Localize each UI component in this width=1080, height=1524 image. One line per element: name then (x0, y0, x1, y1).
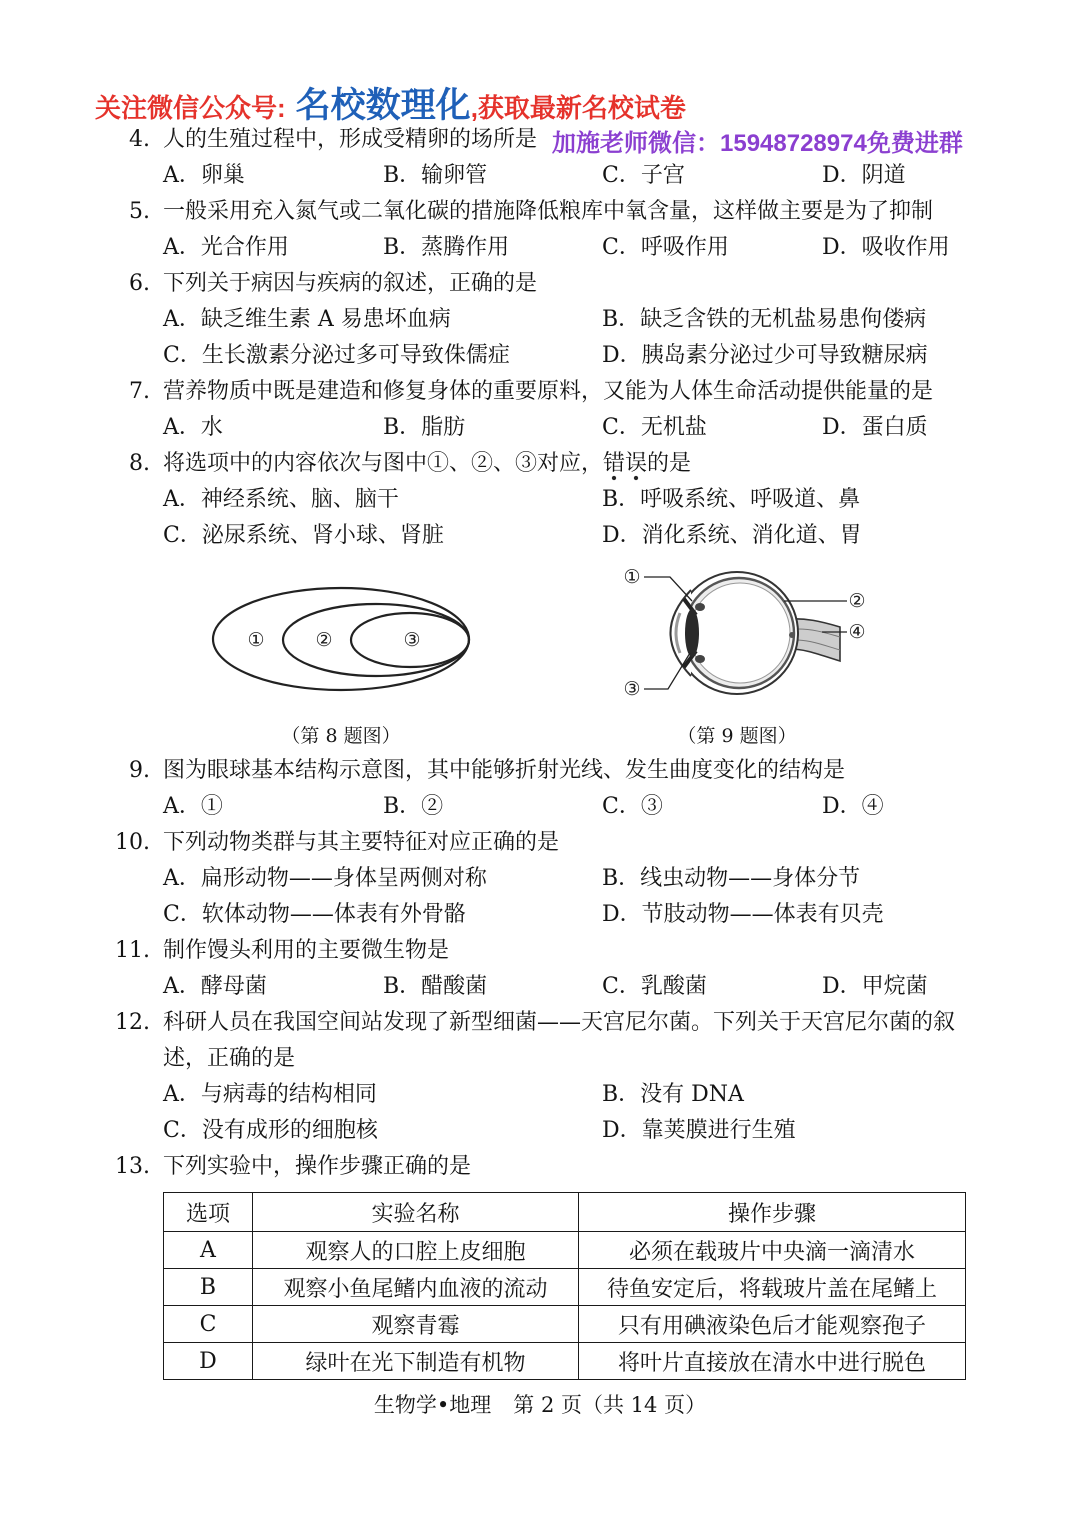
question-number: 4. (129, 127, 150, 152)
question-number: 12. (115, 1010, 150, 1035)
promo-teacher-contact: 加施老师微信：15948728974免费进群 (552, 130, 963, 157)
table-header-cell: 选项 (164, 1193, 253, 1232)
option-c: C．软体动物——体表有外骨骼 (163, 902, 466, 927)
table-cell-experiment: 绿叶在光下制造有机物 (253, 1343, 579, 1380)
option-d: D．节肢动物——体表有贝壳 (602, 902, 884, 927)
option-a: A．光合作用 (163, 235, 289, 260)
question-5 (0, 194, 1080, 230)
question-12-options-cd (0, 1113, 1080, 1149)
option-b: B．脂肪 (383, 415, 466, 440)
question-stem: 一般采用充入氮气或二氧化碳的措施降低粮库中氧含量，这样做主要是为了抑制 (163, 199, 934, 224)
option-b: B．蒸腾作用 (383, 235, 510, 260)
question-6-options-ab (0, 302, 1080, 338)
question-12 (0, 1005, 1080, 1041)
option-d: D．蛋白质 (822, 415, 928, 440)
question-8 (0, 446, 1080, 482)
promo-account-name: 名校数理化 (295, 86, 471, 125)
retina (690, 583, 790, 683)
question-11 (0, 933, 1080, 969)
experiment-table (163, 1192, 966, 1380)
question-11-options (0, 969, 1080, 1005)
question-10 (0, 825, 1080, 861)
fig9-label-3: ③ (623, 678, 641, 700)
option-b: B．没有 DNA (602, 1082, 744, 1107)
question-12-options-ab (0, 1077, 1080, 1113)
option-a: A．酵母菌 (163, 974, 267, 999)
fig9-label-4: ④ (848, 621, 866, 643)
footer-subject: 生物学•地理 (373, 1393, 492, 1417)
ciliary-body (695, 603, 705, 611)
option-c: C．生长激素分泌过多可导致侏儒症 (163, 343, 510, 368)
question-number: 8. (129, 451, 150, 476)
option-c: C．没有成形的细胞核 (163, 1118, 378, 1143)
question-13 (0, 1149, 1080, 1185)
lens (685, 609, 699, 657)
question-stem: 下列关于病因与疾病的叙述，正确的是 (163, 271, 538, 296)
option-d: D．靠荚膜进行生殖 (602, 1118, 796, 1143)
option-b: B．缺乏含铁的无机盐易患佝偻病 (602, 307, 927, 332)
option-c: C．无机盐 (602, 415, 707, 440)
promo-suffix-text: ,获取最新名校试卷 (470, 93, 686, 123)
question-7 (0, 374, 1080, 410)
question-number: 7. (129, 379, 150, 404)
table-header-cell: 操作步骤 (579, 1193, 966, 1232)
fig8-label-3: ③ (403, 629, 421, 651)
question-stem-line-1: 科研人员在我国空间站发现了新型细菌——天宫尼尔菌。下列关于天宫尼尔菌的叙 (163, 1010, 956, 1035)
fig9-label-1: ① (623, 566, 641, 588)
option-d: D．消化系统、消化道、胃 (602, 523, 862, 548)
question-number: 13. (115, 1154, 150, 1179)
option-a: A．与病毒的结构相同 (163, 1082, 377, 1107)
table-cell-step: 将叶片直接放在清水中进行脱色 (579, 1343, 966, 1380)
question-number: 10. (115, 830, 150, 855)
table-cell-option: D (164, 1343, 253, 1380)
fig9-label-2: ② (848, 590, 866, 612)
option-b: B．输卵管 (383, 163, 488, 188)
table-cell-step: 待鱼安定后，将载玻片盖在尾鳍上 (579, 1269, 966, 1306)
figure-9-eye-diagram (671, 572, 841, 694)
option-b: B．② (383, 794, 444, 819)
option-d: D．④ (822, 794, 884, 819)
fig9-caption: （第 9 题图） (677, 725, 797, 747)
stem-emphasis: 错误 (603, 446, 647, 482)
option-a: A．扁形动物——身体呈两侧对称 (163, 866, 487, 891)
option-d: D．吸收作用 (822, 235, 950, 260)
question-6-options-cd (0, 338, 1080, 374)
option-a: A．缺乏维生素 A 易患坏血病 (163, 307, 451, 332)
option-a: A．卵巢 (163, 163, 245, 188)
question-7-options (0, 410, 1080, 446)
table-cell-experiment: 观察人的口腔上皮细胞 (253, 1232, 579, 1269)
ciliary-body (695, 655, 705, 663)
question-stem (163, 446, 691, 482)
question-stem: 下列实验中，操作步骤正确的是 (163, 1154, 472, 1179)
question-stem: 制作馒头利用的主要微生物是 (163, 938, 450, 963)
question-stem: 下列动物类群与其主要特征对应正确的是 (163, 830, 560, 855)
table-cell-step: 只有用碘液染色后才能观察孢子 (579, 1306, 966, 1343)
option-c: C．子宫 (602, 163, 685, 188)
question-9 (0, 753, 1080, 789)
question-9-options (0, 789, 1080, 825)
table-header-row (164, 1193, 966, 1232)
option-a: A．水 (163, 415, 223, 440)
question-number: 9. (129, 758, 150, 783)
page-footer (0, 1387, 1080, 1423)
question-6 (0, 266, 1080, 302)
question-number: 6. (129, 271, 150, 296)
option-b: B．呼吸系统、呼吸道、鼻 (602, 487, 861, 512)
table-row (164, 1306, 966, 1343)
stem-before: 将选项中的内容依次与图中①、②、③对应， (163, 451, 604, 476)
table-cell-experiment: 观察小鱼尾鳍内血液的流动 (253, 1269, 579, 1306)
question-4 (0, 122, 1080, 158)
option-c: C．呼吸作用 (602, 235, 729, 260)
figures (0, 555, 1080, 715)
option-a: A．神经系统、脑、脑干 (163, 487, 399, 512)
promo-banner (95, 78, 686, 124)
table-cell-option: C (164, 1306, 253, 1343)
question-8-options-cd (0, 518, 1080, 554)
option-c: C．③ (602, 794, 663, 819)
footer-page-number: 第 2 页（共 14 页） (513, 1393, 707, 1417)
blind-spot (789, 632, 795, 638)
fig8-label-2: ② (315, 629, 333, 651)
option-c: C．乳酸菌 (602, 974, 707, 999)
question-stem: 营养物质中既是建造和修复身体的重要原料，又能为人体生命活动提供能量的是 (163, 379, 934, 404)
question-5-options (0, 230, 1080, 266)
question-number: 5. (129, 199, 150, 224)
question-8-options-ab (0, 482, 1080, 518)
table-cell-option: B (164, 1269, 253, 1306)
question-number: 11. (115, 938, 150, 963)
table-cell-experiment: 观察青霉 (253, 1306, 579, 1343)
question-block-2 (0, 753, 1080, 1185)
question-stem: 人的生殖过程中，形成受精卵的场所是 (163, 127, 538, 152)
option-d: D．阴道 (822, 163, 906, 188)
option-a: A．① (163, 794, 223, 819)
question-stem: 图为眼球基本结构示意图，其中能够折射光线、发生曲度变化的结构是 (163, 758, 846, 783)
promo-follow-text: 关注微信公众号: (95, 93, 286, 123)
fig8-label-1: ① (247, 629, 265, 651)
question-block-1 (0, 122, 1080, 554)
stem-after: 的是 (647, 451, 692, 476)
ellipse-middle (283, 604, 469, 676)
table-row (164, 1232, 966, 1269)
option-d: D．甲烷菌 (822, 974, 928, 999)
option-b: B．醋酸菌 (383, 974, 488, 999)
table-header-cell: 实验名称 (253, 1193, 579, 1232)
question-10-options-ab (0, 861, 1080, 897)
option-b: B．线虫动物——身体分节 (602, 866, 861, 891)
option-d: D．胰岛素分泌过少可导致糖尿病 (602, 343, 928, 368)
table-row (164, 1269, 966, 1306)
fig8-caption: （第 8 题图） (281, 725, 401, 747)
option-c: C．泌尿系统、肾小球、肾脏 (163, 523, 444, 548)
question-12-continued (0, 1041, 1080, 1077)
table-cell-option: A (164, 1232, 253, 1269)
question-4-options (0, 158, 1080, 194)
question-stem-line-2: 述，正确的是 (163, 1046, 296, 1071)
question-10-options-cd (0, 897, 1080, 933)
table-cell-step: 必须在载玻片中央滴一滴清水 (579, 1232, 966, 1269)
table-row (164, 1343, 966, 1380)
